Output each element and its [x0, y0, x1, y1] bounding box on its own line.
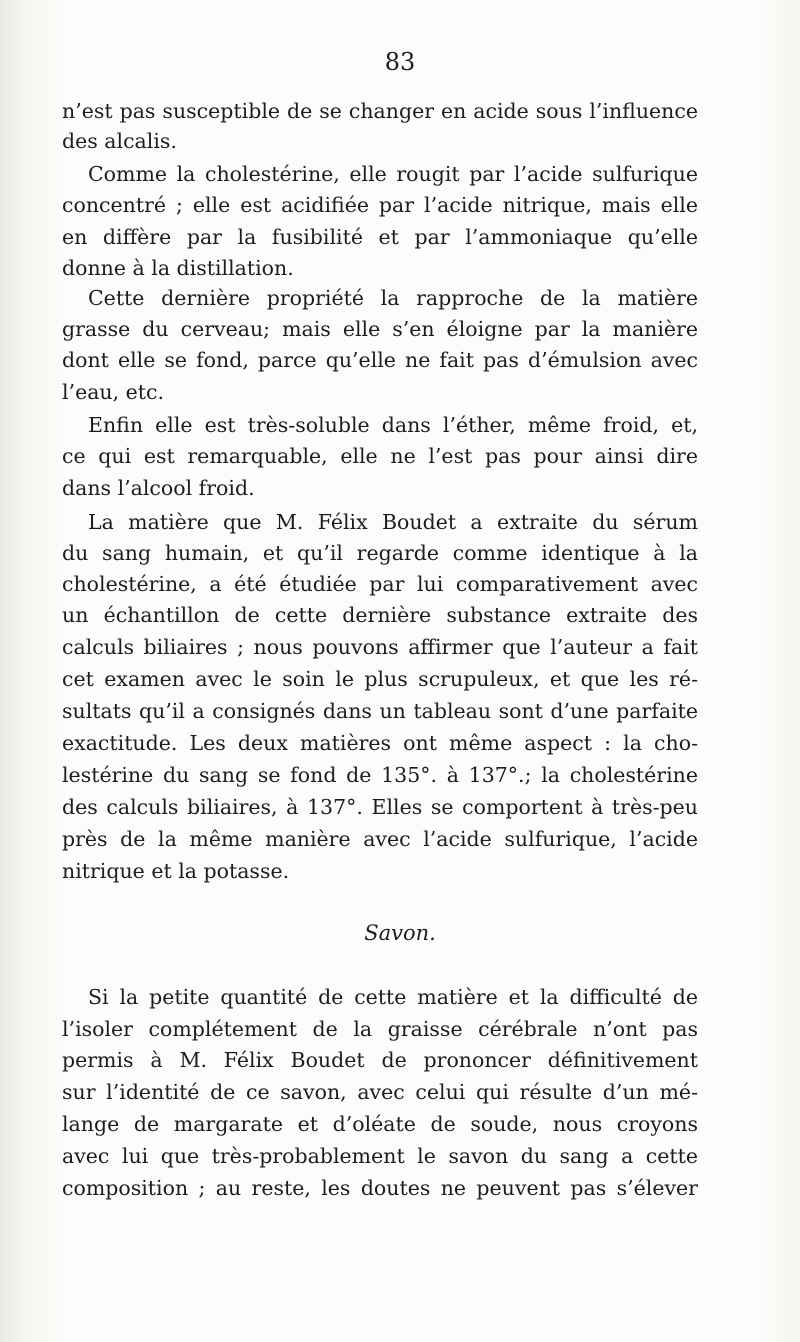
- section-title: Savon.: [364, 921, 436, 945]
- text-line: Si la petite quantité de cette matière et la difficulté de: [88, 985, 698, 1009]
- text-line: ce qui est remarquable, elle ne l’est pas pour ainsi dire: [62, 444, 698, 468]
- text-line: nitrique et la potasse.: [62, 859, 290, 883]
- text-line: concentré ; elle est acidifiée par l’acide nitrique, mais elle: [62, 193, 698, 217]
- text-line: l’eau, etc.: [62, 380, 165, 404]
- text-line: donne à la distillation.: [62, 256, 294, 280]
- text-line: un échantillon de cette dernière substance extraite des: [62, 603, 698, 627]
- text-line: cet examen avec le soin le plus scrupuleux, et que les ré-: [62, 667, 698, 691]
- text-line: avec lui que très-probablement le savon du sang a cette: [62, 1144, 698, 1168]
- text-line: n’est pas susceptible de se changer en acide sous l’influence: [62, 99, 698, 123]
- text-line: La matière que M. Félix Boudet a extraite du sérum: [88, 510, 698, 534]
- text-line: calculs biliaires ; nous pouvons affirmer que l’auteur a fait: [62, 635, 698, 659]
- page-number: 83: [384, 48, 416, 76]
- text-line: Cette dernière propriété la rapproche de la matière: [88, 286, 698, 310]
- text-line: cholestérine, a été étudiée par lui comparativement avec: [62, 572, 698, 596]
- text-line: composition ; au reste, les doutes ne peuvent pas s’élever: [62, 1176, 698, 1200]
- text-line: dans l’alcool froid.: [62, 476, 255, 500]
- text-line: sur l’identité de ce savon, avec celui qui résulte d’un mé-: [62, 1080, 698, 1104]
- text-line: permis à M. Félix Boudet de prononcer définitivement: [62, 1048, 698, 1072]
- text-line: dont elle se fond, parce qu’elle ne fait pas d’émulsion avec: [62, 348, 698, 372]
- text-line: lestérine du sang se fond de 135°. à 137°.; la cholestérine: [62, 763, 698, 787]
- text-line: du sang humain, et qu’il regarde comme identique à la: [62, 541, 698, 565]
- text-line: lange de margarate et d’oléate de soude, nous croyons: [62, 1112, 698, 1136]
- text-line: Comme la cholestérine, elle rougit par l’acide sulfurique: [88, 162, 698, 186]
- text-line: des alcalis.: [62, 129, 177, 153]
- text-line: exactitude. Les deux matières ont même aspect : la cho-: [62, 731, 698, 755]
- text-line: l’isoler complétement de la graisse cérébrale n’ont pas: [62, 1017, 698, 1041]
- text-line: près de la même manière avec l’acide sulfurique, l’acide: [62, 827, 698, 851]
- text-line: des calculs biliaires, à 137°. Elles se comportent à très-peu: [62, 795, 698, 819]
- text-line: Enfin elle est très-soluble dans l’éther, même froid, et,: [88, 413, 698, 437]
- text-line: sultats qu’il a consignés dans un tableau sont d’une parfaite: [62, 699, 698, 723]
- text-line: grasse du cerveau; mais elle s’en éloigne par la manière: [62, 317, 698, 341]
- text-line: en diffère par la fusibilité et par l’ammoniaque qu’elle: [62, 225, 698, 249]
